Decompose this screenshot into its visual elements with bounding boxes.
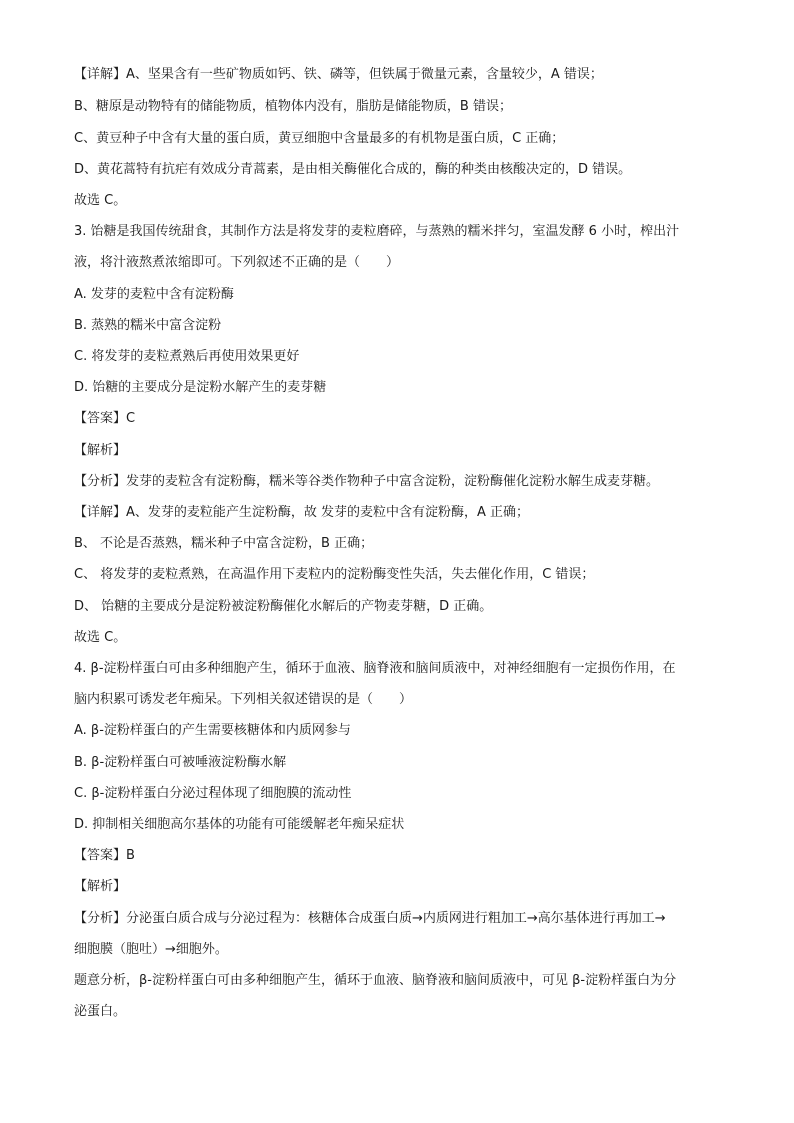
text-line: 【分析】发芽的麦粒含有淀粉酶，糯米等谷类作物种子中富含淀粉，淀粉酶催化淀粉水解生成麦芽糖。	[74, 474, 660, 489]
question-stem: 4. β-淀粉样蛋白可由多种细胞产生，循环于血液、脑脊液和脑间质液中，对神经细胞有一定损伤作用，在	[74, 661, 676, 676]
text-line: 故选 C。	[74, 630, 127, 645]
analysis-heading: 【解析】	[74, 879, 127, 894]
text-line: 故选 C。	[74, 193, 127, 208]
question-stem: 3. 饴糖是我国传统甜食，其制作方法是将发芽的麦粒磨碎，与蒸熟的糯米拌匀，室温发酵 6 小时，榨出汁	[74, 224, 680, 239]
answer-label: 【答案】B	[74, 848, 135, 863]
text-line: 泌蛋白。	[74, 1004, 127, 1019]
answer-label: 【答案】C	[74, 411, 136, 426]
option-a: A. 发芽的麦粒中含有淀粉酶	[74, 287, 234, 302]
text-line: 题意分析，β-淀粉样蛋白可由多种细胞产生，循环于血液、脑脊液和脑间质液中，可见 β-淀粉样蛋白为分	[74, 973, 677, 988]
option-b: B. 蒸熟的糯米中富含淀粉	[74, 318, 222, 333]
text-line: C、 将发芽的麦粒煮熟，在高温作用下麦粒内的淀粉酶变性失活，失去催化作用，C 错误；	[74, 567, 595, 582]
analysis-heading: 【解析】	[74, 443, 127, 458]
text-line: 【详解】A、发芽的麦粒能产生淀粉酶，故 发芽的麦粒中含有淀粉酶，A 正确；	[74, 505, 530, 520]
option-c: C. 将发芽的麦粒煮熟后再使用效果更好	[74, 349, 300, 364]
option-b: B. β-淀粉样蛋白可被唾液淀粉酶水解	[74, 755, 287, 770]
text-line: D、黄花蒿特有抗疟有效成分青蒿素，是由相关酶催化合成的，酶的种类由核酸决定的，D 错误。	[74, 162, 632, 177]
option-d: D. 饴糖的主要成分是淀粉水解产生的麦芽糖	[74, 380, 327, 395]
question-stem: 脑内积累可诱发老年痴呆。下列相关叙述错误的是（ ）	[74, 692, 413, 707]
text-line: B、 不论是否蒸熟，糯米种子中富含淀粉，B 正确；	[74, 536, 374, 551]
option-a: A. β-淀粉样蛋白的产生需要核糖体和内质网参与	[74, 723, 351, 738]
text-line: C、黄豆种子中含有大量的蛋白质，黄豆细胞中含量最多的有机物是蛋白质，C 正确；	[74, 131, 565, 146]
option-c: C. β-淀粉样蛋白分泌过程体现了细胞膜的流动性	[74, 786, 352, 801]
option-d: D. 抑制相关细胞高尔基体的功能有可能缓解老年痴呆症状	[74, 817, 405, 832]
question-stem: 液，将汁液熬煮浓缩即可。下列叙述不正确的是（ ）	[74, 255, 400, 270]
text-line: 【详解】A、坚果含有一些矿物质如钙、铁、磷等，但铁属于微量元素，含量较少，A 错误；	[74, 67, 603, 82]
text-line: 【分析】分泌蛋白质合成与分泌过程为：核糖体合成蛋白质→内质网进行粗加工→高尔基体进行再加工→	[74, 911, 666, 926]
text-line: D、 饴糖的主要成分是淀粉被淀粉酶催化水解后的产物麦芽糖，D 正确。	[74, 599, 493, 614]
text-line: 细胞膜（胞吐）→细胞外。	[74, 942, 228, 957]
text-line: B、糖原是动物特有的储能物质，植物体内没有，脂肪是储能物质，B 错误；	[74, 99, 512, 114]
